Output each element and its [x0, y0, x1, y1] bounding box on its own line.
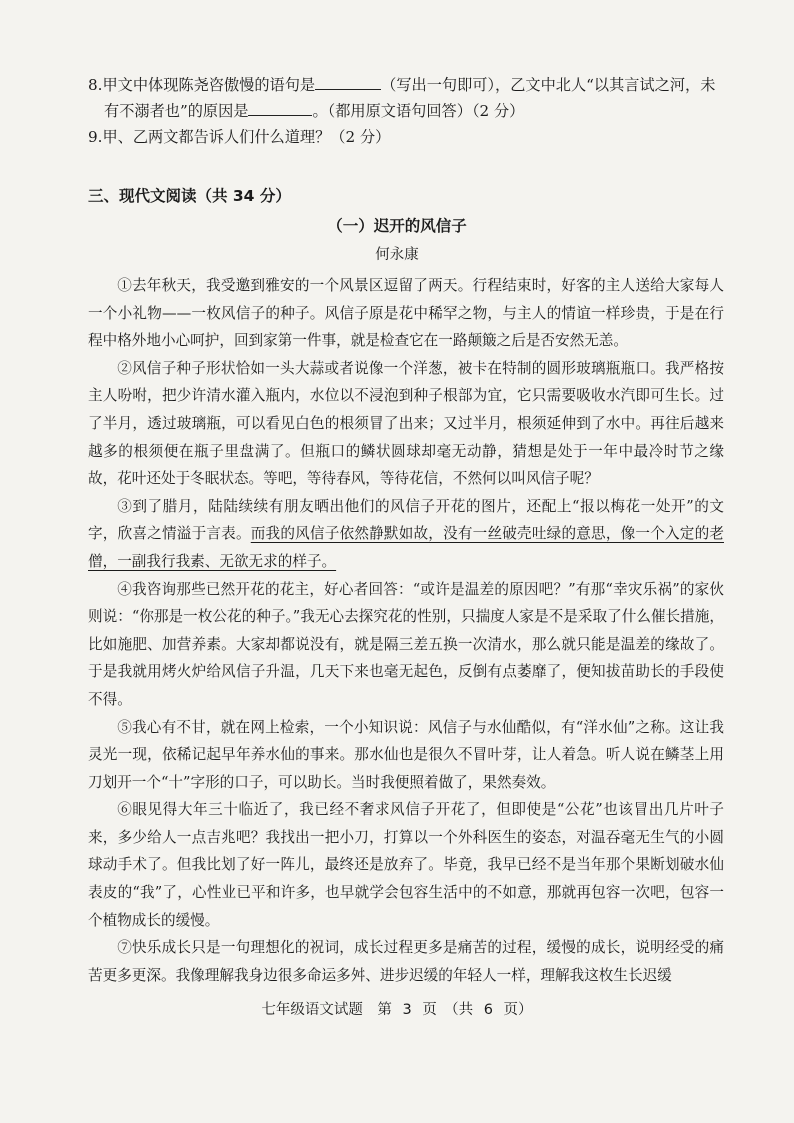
- paragraph-1: ①去年秋天，我受邀到雅安的一个风景区逗留了两天。行程结束时，好客的主人送给大家每人一个小礼物——一枚风信子的种子。风信子原是花中稀罕之物，与主人的情谊一样珍贵，于是在行程中格外地小心呵护，回到家第一件事，就是检查它在一路颠簸之后是否安然无恙。: [88, 277, 724, 350]
- question-8-text-1: 8.甲文中体现陈尧咨傲慢的语句是: [88, 76, 316, 94]
- answer-blank-2[interactable]: [248, 99, 312, 116]
- answer-blank-1[interactable]: [315, 73, 381, 90]
- question-8-text-3: 有不溺者也”的原因是: [104, 102, 249, 120]
- question-8: [88, 72, 728, 124]
- section-heading: 三、现代文阅读（共 34 分）: [88, 187, 291, 205]
- paragraph-4: ④我咨询那些已然开花的花主，好心者回答：“或许是温差的原因吧？”有那“幸灾乐祸”的家伙则说：“你那是一枚公花的种子。”我无心去探究花的性别，只揣度人家是不是采取了什么催长措施，比如施肥、加营养素。大家却都说没有，就是隔三差五换一次清水，那么就只能是温差的缘故了。于是我就用烤火炉给风信子升温，几天下来也毫无起色，反倒有点萎靡了，便知拔苗助长的手段使不得。: [88, 580, 724, 708]
- article-body: [88, 272, 724, 989]
- paragraph-2: ②风信子种子形状恰如一头大蒜或者说像一个洋葱，被卡在特制的圆形玻璃瓶瓶口。我严格按主人吩咐，把少许清水灌入瓶内，水位以不浸泡到种子根部为宜，它只需要吸收水汽即可生长。过了半月，透过玻璃瓶，可以看见白色的根须冒了出来；又过半月，根须延伸到了水中。再往后越来越多的根须便在瓶子里盘满了。但瓶口的鳞状圆球却毫无动静，猜想是处于一年中最冷时节之缘故，花叶还处于冬眠状态。等吧，等待春风，等待花信，不然何以叫风信子呢？: [88, 359, 724, 488]
- article-title: （一）迟开的风信子: [327, 217, 467, 235]
- paragraph-6: ⑥眼见得大年三十临近了，我已经不奢求风信子开花了，但即使是“公花”也该冒出几片叶子来，多少给人一点吉兆吧？我找出一把小刀，打算以一个外科医生的姿态，对温吞毫无生气的小圆球动手术了。但我比划了好一阵儿，最终还是放弃了。毕竟，我早已经不是当年那个果断划破水仙表皮的“我”了，心性业已平和许多，也早就学会包容生活中的不如意，那就再包容一次吧，包容一个植物成长的缓慢。: [88, 801, 724, 929]
- paragraph-7: ⑦快乐成长只是一句理想化的祝词，成长过程更多是痛苦的过程，缓慢的成长，说明经受的痛苦更多更深。我像理解我身边很多命运多舛、进步迟缓的年轻人一样，理解我这枚生长迟缓: [88, 939, 724, 984]
- article-author: 何永康: [375, 247, 419, 263]
- question-8-text-4: 。（都用原文语句回答）（2 分）: [312, 102, 525, 120]
- underlined-sentence: 而我的风信子依然静默如故，没有一丝破壳吐绿的意思，像一个入定的老僧，一副我行我素、无欲无求的样子。: [88, 525, 724, 570]
- page-footer: 七年级语文试题 第 3 页 （共 6 页）: [261, 1002, 533, 1018]
- question-8-text-2: （写出一句即可），乙文中北人“以其言试之河，未: [381, 76, 716, 94]
- paragraph-5: ⑤我心有不甘，就在网上检索，一个小知识说：风信子与水仙酷似，有“洋水仙”之称。这让我灵光一现，依稀记起早年养水仙的事来。那水仙也是很久不冒叶芽，让人着急。听人说在鳞茎上用刀划开一个“十”字形的口子，可以助长。当时我便照着做了，果然奏效。: [88, 718, 724, 791]
- paragraph-3-text: ③到了腊月，陆陆续续有朋友晒出他们的风信子开花的图片，还配上“报以梅花一处开”的文字，欣喜之情溢于言表。: [88, 497, 724, 543]
- paragraph-3: [88, 493, 724, 576]
- question-9: 9.甲、乙两文都告诉人们什么道理？（2 分）: [88, 128, 391, 146]
